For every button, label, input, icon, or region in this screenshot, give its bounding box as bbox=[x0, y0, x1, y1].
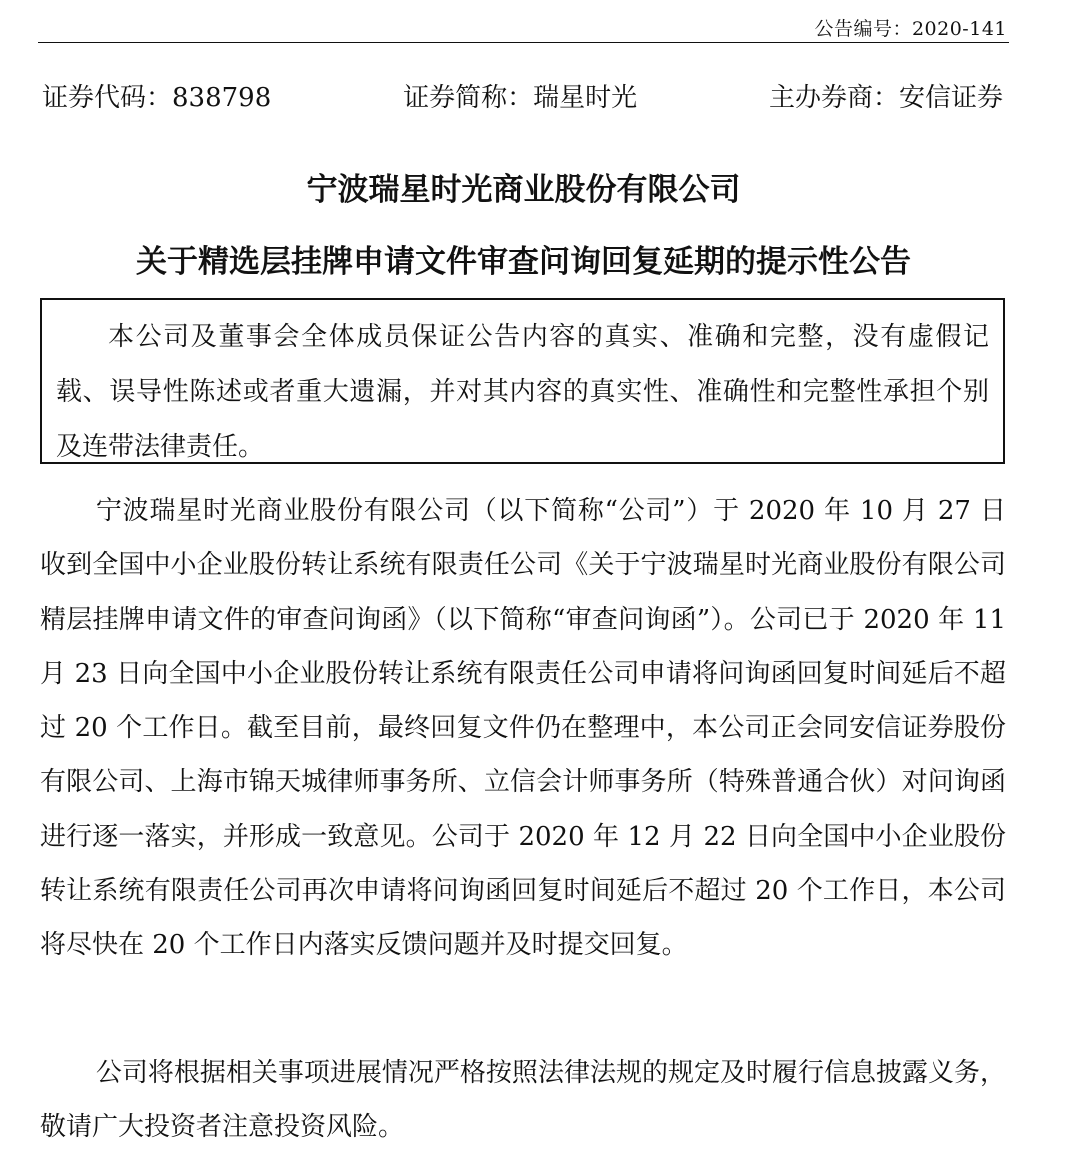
company-title: 宁波瑞星时光商业股份有限公司 bbox=[306, 172, 741, 208]
security-code: 证券代码：838798 bbox=[42, 83, 272, 113]
header-rule bbox=[38, 42, 1009, 43]
security-info-row bbox=[42, 80, 1003, 116]
security-abbreviation: 证券简称：瑞星时光 bbox=[403, 83, 638, 113]
announcement-number: 公告编号：2020-141 bbox=[814, 18, 1007, 40]
body-paragraph-1: 宁波瑞星时光商业股份有限公司（以下简称“公司”）于 2020 年 10 月 27 日收到全国中小企业股份转让系统有限责任公司《关于宁波瑞星时光商业股份有限公司精层挂牌申请文件的审查问询函》（以下简称“审查问询函”）。公司已于 2020 年 11 月 23 日向全国中小企业股份转让系统有限责任公司申请将问询函回复时间延后不超过 20 个工作日。截至目前，最终回复文件仍在整理中，本公司正会同安信证券股份有限公司、上海市锦天城律师事务所、立信会计师事务所（特殊普通合伙）对问询函进行逐一落实，并形成一致意见。公司于 2020 年 12 月 22 日向全国中小企业股份转让系统有限责任公司再次申请将问询函回复时间延后不超过 20 个工作日，本公司将尽快在 20 个工作日内落实反馈问题并及时提交回复。 bbox=[40, 496, 1006, 961]
board-guarantee-notice: 本公司及董事会全体成员保证公告内容的真实、准确和完整，没有虚假记载、误导性陈述或者重大遗漏，并对其内容的真实性、准确性和完整性承担个别及连带法律责任。 bbox=[40, 298, 1005, 464]
announcement-title: 关于精选层挂牌申请文件审查问询回复延期的提示性公告 bbox=[136, 244, 911, 280]
sponsor-broker: 主办券商：安信证券 bbox=[768, 83, 1003, 113]
body-paragraph-2: 公司将根据相关事项进展情况严格按照法律法规的规定及时履行信息披露义务，敬请广大投资者注意投资风险。 bbox=[40, 1058, 1006, 1143]
